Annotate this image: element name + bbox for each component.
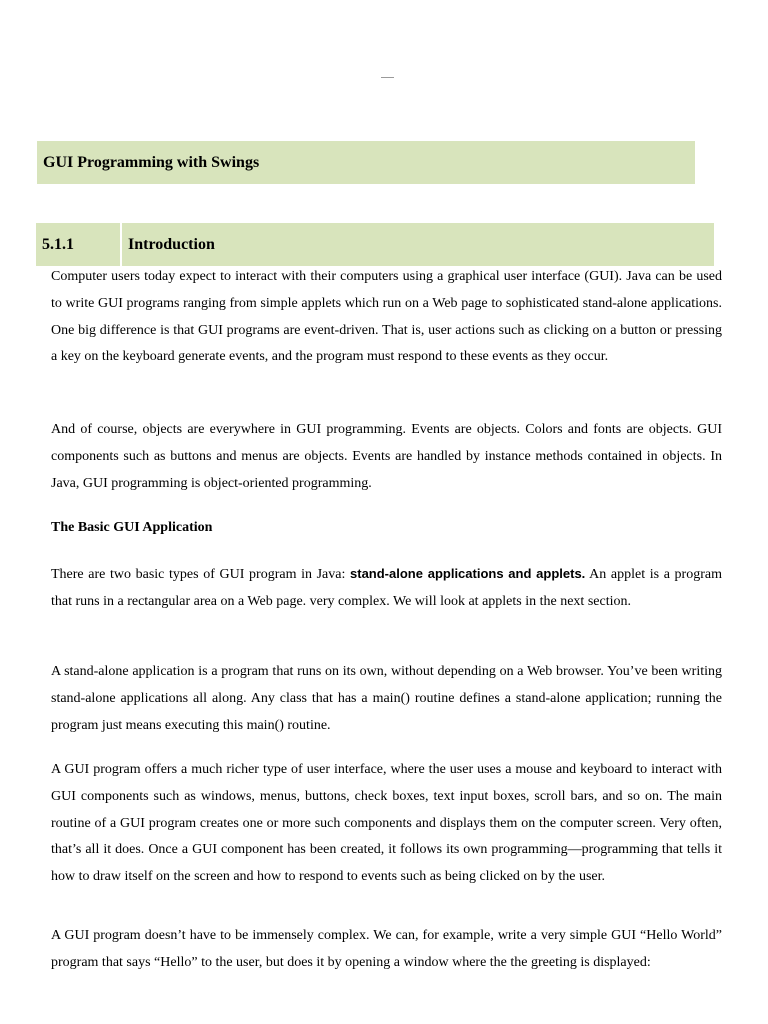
page-header-mark (381, 77, 394, 78)
gui-program-paragraph: A GUI program offers a much richer type of user interface, where the user uses a mouse and keyboard to interact with GUI components such as windows, menus, buttons, check boxes, text input boxes, scroll bars, and so on. The main routine of a GUI program creates one or more such components and displays them on the computer screen. Very often, that’s all it does. Once a GUI component has been created, it follows its own programming—programming that tells it how to draw itself on the screen and how to respond to events such as being clicked on by the user. (51, 762, 722, 885)
program-types-text: There are two basic types of GUI program in Java: (51, 567, 351, 582)
section-number: 5.1.1 (36, 223, 120, 266)
chapter-heading-bar (37, 141, 695, 184)
hello-world-paragraph: A GUI program doesn’t have to be immensely complex. We can, for example, write a very simple GUI “Hello World” program that says “Hello” to the user, but does it by opening a window where the the greeting is displayed: (51, 928, 722, 970)
basic-gui-heading: The Basic GUI Application (51, 520, 213, 535)
program-types-text-continued: An applet is a program that runs in a rectangular area on a Web page. very complex. We will look at applets in the next section. (51, 567, 722, 609)
standalone-paragraph: A stand-alone application is a program that runs on its own, without depending on a Web browser. You’ve been writing stand-alone applications all along. Any class that has a main() routine defines a stand-alone application; running the program just means executing this main() routine. (51, 664, 722, 733)
program-types-paragraph (51, 561, 722, 616)
intro-paragraph: Computer users today expect to interact with their computers using a graphical user interface (GUI). Java can be used to write GUI programs ranging from simple applets which run on a Web page to sophisticated stand-alone applications. One big difference is that GUI programs are event-driven. That is, user actions such as clicking on a button or pressing a key on the keyboard generate events, and the program must respond to these events as they occur. (51, 269, 722, 365)
objects-paragraph: And of course, objects are everywhere in GUI programming. Events are objects. Colors and fonts are objects. GUI components such as buttons and menus are objects. Events are handled by instance methods contained in objects. In Java, GUI programming is object-oriented programming. (51, 422, 722, 491)
section-title: Introduction (122, 223, 714, 266)
program-types-emphasis: stand-alone applications and applets. (350, 566, 586, 581)
chapter-title: GUI Programming with Swings (43, 153, 260, 171)
